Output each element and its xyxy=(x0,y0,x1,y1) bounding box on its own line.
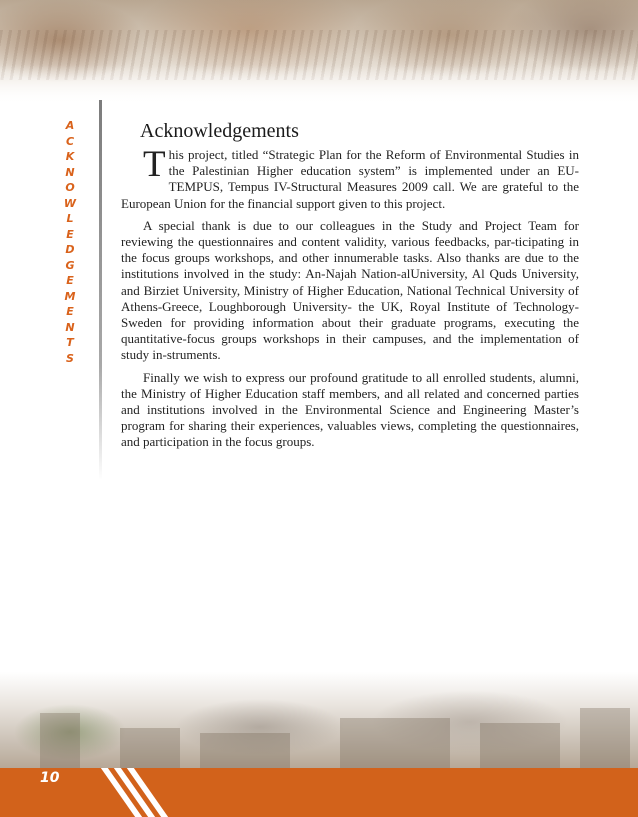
photo-tree xyxy=(40,713,80,768)
side-letter: M xyxy=(64,289,76,303)
footer-campus-photo xyxy=(0,672,638,768)
side-letter: A xyxy=(65,119,75,132)
page-number: 10 xyxy=(40,770,60,786)
side-letter: C xyxy=(65,134,75,148)
side-letter: N xyxy=(65,320,75,334)
side-vertical-label xyxy=(63,118,77,366)
side-letter: K xyxy=(65,150,75,163)
paragraph-2: A special thank is due to our colleagues in the Study and Project Team for reviewing the questionnaires and content validity, various feedbacks, par-ticipating in the focus groups workshops, and other innumerable tasks. Also thanks are due to the institutions involved in the study: An-Najah Nation-alUniversity, Al Quds University, and Birziet University, Ministry of Higher Education, National Technical University of Athens-Greece, Loughborough University- the UK, Royal Institute of Technology-Sweden for providing information about their graduate programs, executing the quantitative-focus groups workshops in their campuses, and the implementation of study in-struments. xyxy=(121,217,579,363)
photo-building xyxy=(120,728,180,768)
side-letter: E xyxy=(66,274,74,287)
side-letter: G xyxy=(65,258,75,272)
side-letter: D xyxy=(65,243,75,256)
side-letter: T xyxy=(66,336,74,349)
page-title: Acknowledgements xyxy=(140,120,299,142)
header-banner-image xyxy=(0,0,638,105)
side-letter: E xyxy=(66,227,74,241)
paragraph-3: Finally we wish to express our profound gratitude to all enrolled students, alumni, the Ministry of Higher Education staff members, and all related and concerned parties and institutions involved in the Environmental Science and Engineering Master’s program for sharing their experiences, valuables views, completing the questionnaires, and participation in the focus groups. xyxy=(121,369,579,450)
drop-cap: T xyxy=(143,144,166,185)
side-letter: S xyxy=(66,351,74,365)
photo-building xyxy=(580,708,630,768)
paragraph-1 xyxy=(121,144,579,212)
side-letter: L xyxy=(66,212,74,225)
vertical-divider xyxy=(99,100,102,480)
photo-building xyxy=(480,723,560,768)
side-letter: E xyxy=(66,305,74,318)
footer-bar xyxy=(0,768,638,817)
paragraph-1-text: his project, titled “Strategic Plan for the Reform of Environmental Studies in the Palestinian Higher education system” is implemented under an EU-TEMPUS, Tempus IV-Structural Measures 2009 call. We are grateful to the European Union for the financial support given to this project. xyxy=(121,147,579,211)
side-letter: W xyxy=(63,196,77,210)
banner-fade xyxy=(0,65,638,105)
main-content xyxy=(121,118,579,457)
side-letter: O xyxy=(65,181,75,194)
photo-building xyxy=(200,733,290,768)
photo-building xyxy=(340,718,450,768)
side-letter: N xyxy=(65,165,75,179)
